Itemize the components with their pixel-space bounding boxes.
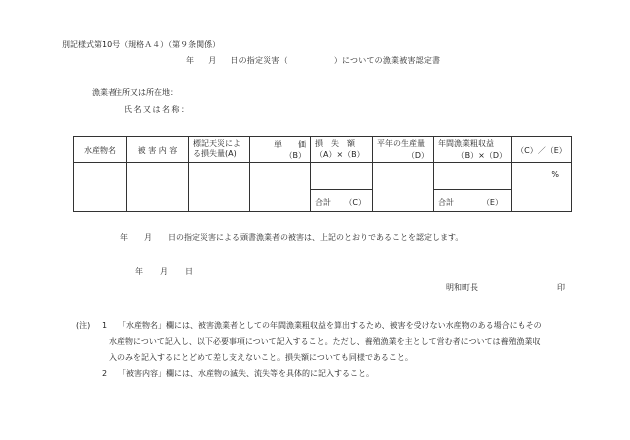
cell-ratio[interactable] [512,163,572,212]
cell-total-c: 合計 （C） [311,190,373,212]
note-1-line-2: 水産物について記入し、以下必要事項について記入すること。ただし、養殖漁業を主として営む者については養殖漁業収 [109,337,541,346]
note-1-line-3: 入のみを記入するにとどめて差し支えないこと。損失額についても同様であること。 [109,353,413,362]
title-suffix: ）についての漁業被害認定書 [333,56,441,65]
issue-date: 年 月 日 [135,267,193,276]
header-annual-income: 年間漁業粗収益 （B）×（D） [434,137,512,163]
cert-year: 年 [120,233,128,242]
cert-month: 月 [144,233,152,242]
note-1-line-1: 「水産物名」欄には、被害漁業者としての年間漁業粗収益を算出するため、被害を受けない水産物のある場合にもその [118,321,542,330]
header-standard-loss: 標記天災によ る損失量(A) [189,137,250,163]
cell-unit-price[interactable] [250,163,311,212]
title-month: 月 [208,56,217,65]
note-2-line-1: 「被害内容」欄には、水産物の滅失、流失等を具体的に記入すること。 [118,369,374,378]
title-day-disaster: 日の指定災害（ [230,56,288,65]
header-product: 水産物名 [74,137,127,163]
seal-mark: 印 [557,283,565,292]
cell-average-production[interactable] [373,163,434,212]
mayor-title: 明和町長 [446,283,478,292]
header-loss-amount: 損 失 額 （A）×（B） [311,137,373,163]
header-damage: 被 害 内 容 [127,137,189,163]
certification-statement [120,234,463,242]
fisher-label: 漁業者 [92,88,116,97]
document-title [186,57,440,65]
cell-total-e: 合計 （E） [434,190,512,212]
note-2-number: 2 [102,369,108,378]
cell-standard-loss[interactable] [189,163,250,212]
header-ratio: （C）／（E） [512,137,572,163]
cert-text: 日の指定災害による頭書漁業者の被害は、上記のとおりであることを認定します。 [168,233,464,242]
header-average-production: 平年の生産量 （D） [373,137,434,163]
header-unit-price: 単 価 （B） [250,137,311,163]
address-label: 住所又は所在地： [114,88,178,97]
notes-mark: (注) [76,321,91,330]
cell-product[interactable] [74,163,127,212]
percent-sign: % [551,170,559,179]
damage-table [73,136,572,212]
title-year: 年 [186,56,195,65]
cell-annual-income[interactable] [434,163,512,190]
name-label: 氏名又は名称： [124,105,191,114]
note-1-number: 1 [102,321,108,330]
cell-damage[interactable] [127,163,189,212]
form-number: 別記様式第10号（規格Ａ４）（第９条関係） [62,40,221,49]
cell-loss-amount[interactable] [311,163,373,190]
